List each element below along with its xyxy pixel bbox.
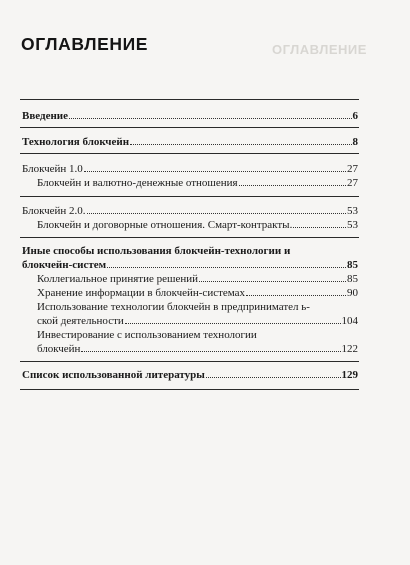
toc-entry-page: 129 <box>341 369 358 381</box>
toc-entry-title-line2: блокчейн-систем <box>22 259 107 271</box>
divider <box>20 153 359 154</box>
toc-entry-title-line2: блокчейн <box>37 343 81 355</box>
toc-entry-title-line2: ской деятельности <box>37 315 124 327</box>
toc-entry-title-line1: Иные способы использования блокчейн-технологии и <box>22 245 291 257</box>
leader-dots <box>206 377 341 378</box>
divider <box>20 99 359 100</box>
leader-dots <box>69 118 351 119</box>
toc-entry-title: Технология блокчейн <box>22 136 130 148</box>
toc-subentry-currency[interactable] <box>37 176 358 190</box>
divider <box>20 389 359 390</box>
toc-entry-technology[interactable] <box>22 135 358 149</box>
toc-subentry-investment[interactable] <box>37 328 358 356</box>
toc-entry-references[interactable] <box>22 368 358 382</box>
toc-entry-intro[interactable] <box>22 109 358 123</box>
leader-dots <box>199 281 346 282</box>
leader-dots <box>125 323 341 324</box>
toc-entry-page: 90 <box>347 287 358 299</box>
toc-entry-title-line1: Инвестирование с использованием технологии <box>37 329 257 341</box>
leader-dots <box>81 351 340 352</box>
toc-entry-page: 6 <box>352 110 358 122</box>
leader-dots <box>107 267 346 268</box>
leader-dots <box>130 144 351 145</box>
toc-entry-title: Коллегиальное принятие решений <box>37 273 198 285</box>
toc-subentry-collegial-decisions[interactable] <box>37 272 358 286</box>
toc-entry-title: Блокчейн и договорные отношения. Смарт-контракты. <box>37 219 293 231</box>
toc-entry-blockchain-2[interactable] <box>22 204 358 218</box>
toc-entry-title: Введение <box>22 110 69 122</box>
toc-subentry-entrepreneurship[interactable] <box>37 300 358 328</box>
toc-entry-page: 85 <box>347 259 358 271</box>
leader-dots <box>246 295 346 296</box>
toc-entry-title: Список использованной литературы <box>22 369 205 381</box>
toc-entry-page: 53 <box>347 219 358 231</box>
toc-entry-title: Блокчейн 1.0 <box>22 163 83 175</box>
leader-dots <box>293 227 346 228</box>
leader-dots <box>84 171 346 172</box>
toc-entry-page: 27 <box>347 177 358 189</box>
toc-entry-page: 104 <box>341 315 358 327</box>
toc-entry-page: 122 <box>341 343 358 355</box>
toc-entry-title: Хранение информации в блокчейн-системах <box>37 287 246 299</box>
toc-entry-page: 85 <box>347 273 358 285</box>
toc-entry-title: Блокчейн и валютно-денежные отношения <box>37 177 238 189</box>
toc-entry-title-line1: Использование технологии блокчейн в предпринимател ь- <box>37 301 310 313</box>
leader-dots <box>239 185 346 186</box>
toc-entry-blockchain-1[interactable] <box>22 162 358 176</box>
divider <box>20 196 359 197</box>
toc-subentry-smart-contracts[interactable] <box>37 218 358 232</box>
bleed-through-text: ОГЛАВЛЕНИЕ <box>272 42 367 57</box>
divider <box>20 127 359 128</box>
divider <box>20 237 359 238</box>
toc-entry-page: 8 <box>352 136 358 148</box>
leader-dots <box>87 213 346 214</box>
toc-entry-title: Блокчейн 2.0. <box>22 205 86 217</box>
page-title: ОГЛАВЛЕНИЕ <box>21 34 149 54</box>
divider <box>20 361 359 362</box>
toc-entry-page: 27 <box>347 163 358 175</box>
toc-entry-page: 53 <box>347 205 358 217</box>
toc-subentry-data-storage[interactable] <box>37 286 358 300</box>
toc-entry-other-uses[interactable] <box>22 244 358 272</box>
